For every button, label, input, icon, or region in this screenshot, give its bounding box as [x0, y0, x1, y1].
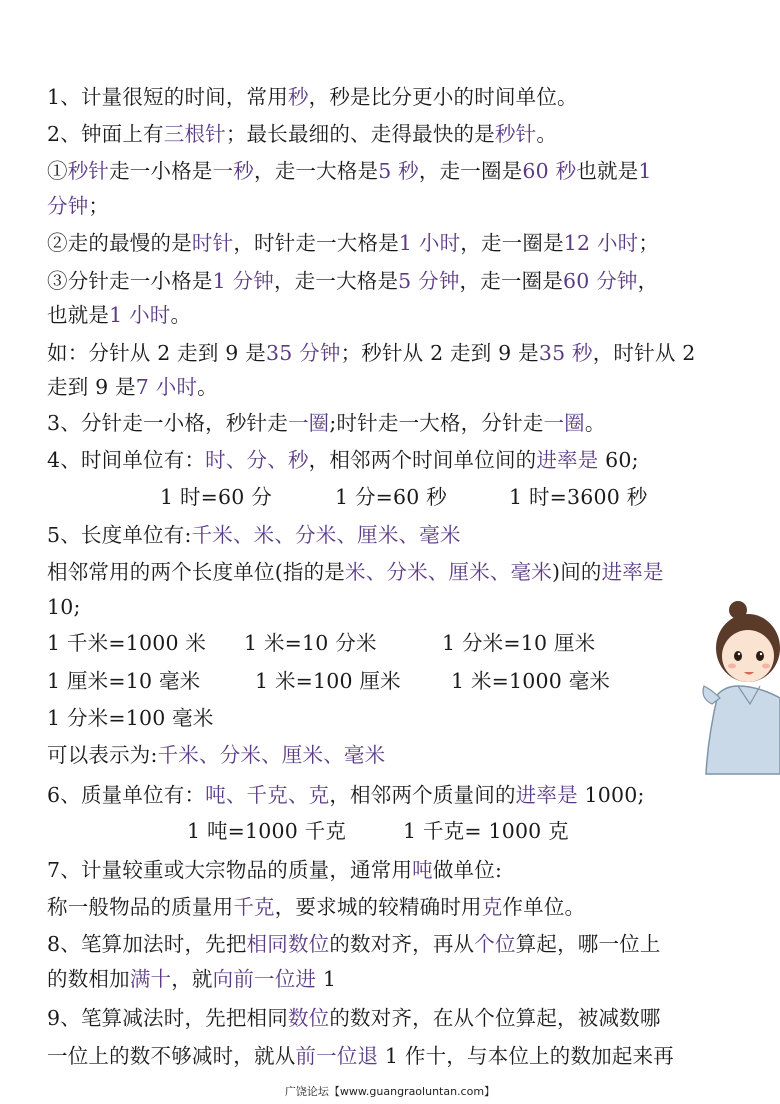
- highlight-text: 前一位退: [295, 1044, 379, 1068]
- body-text: ；秒针从 2 走到 9 是: [340, 341, 539, 365]
- body-text: 1、计量很短的时间，常用: [47, 85, 288, 109]
- line-10: [47, 410, 736, 436]
- body-text: 。: [170, 303, 192, 327]
- line-14: [47, 559, 736, 585]
- body-text: ，: [637, 269, 659, 293]
- body-text: 可以表示为:: [47, 743, 158, 767]
- body-text: ，走一圈是: [418, 159, 523, 183]
- line-2: [47, 121, 736, 147]
- conv-length-1: 1 千米=1000 米: [47, 631, 207, 655]
- line-27: [47, 1043, 736, 1069]
- cartoon-child-illustration: [698, 586, 780, 776]
- body-text: ;时针走一大格，分针走: [329, 411, 544, 435]
- conv-mass-2: 1 千克= 1000 克: [403, 819, 569, 843]
- highlight-text: 5 分钟: [398, 269, 460, 293]
- line-11: [47, 447, 736, 473]
- highlight-text: 千米、米、分米、厘米、毫米: [191, 523, 461, 547]
- conv-length-7: 1 分米=100 毫米: [47, 706, 214, 730]
- highlight-text: 分钟: [47, 194, 89, 218]
- body-text: 8、笔算加法时，先把: [47, 932, 247, 956]
- line-5: [47, 230, 736, 256]
- highlight-text: 一圈: [543, 411, 585, 435]
- body-text: 。: [197, 375, 218, 399]
- conv-length-2: 1 米=10 分米: [244, 631, 377, 655]
- highlight-text: 千米、分米、厘米、毫米: [157, 743, 386, 767]
- body-text: ，时针走一大格是: [233, 231, 399, 255]
- highlight-text: 一秒: [212, 159, 255, 183]
- highlight-text: 60 分钟: [563, 269, 638, 293]
- highlight-text: 米、分米、厘米、毫米: [345, 560, 552, 584]
- highlight-text: 吨: [412, 858, 433, 882]
- body-text: 60;: [598, 448, 639, 472]
- line-15: [47, 594, 736, 620]
- body-text: 3、分针走一小格，秒针走: [47, 411, 288, 435]
- body-text: ，就: [171, 967, 213, 991]
- line-1: [47, 84, 736, 110]
- line-4: [47, 193, 736, 219]
- highlight-text: 相同数位: [246, 932, 330, 956]
- line-3: [47, 158, 736, 184]
- highlight-text: 进率是: [536, 448, 599, 472]
- body-text: 。: [536, 122, 558, 146]
- line-9: [47, 374, 736, 400]
- body-text: ②走的最慢的是: [47, 231, 192, 255]
- line-6: [47, 268, 736, 294]
- highlight-text: 35 分钟: [265, 341, 341, 365]
- body-text: 相邻常用的两个长度单位(指的是: [47, 560, 345, 584]
- highlight-text: 时、分、秒: [205, 448, 309, 472]
- body-text: 4、时间单位有：: [47, 448, 206, 472]
- conv-length-4: 1 厘米=10 毫米: [47, 669, 201, 693]
- highlight-text: 克: [481, 895, 503, 919]
- body-text: 6、质量单位有：: [47, 783, 206, 807]
- highlight-text: 35 秒: [538, 341, 593, 365]
- body-text: 走到 9 是: [47, 375, 136, 399]
- body-text: 作单位。: [502, 895, 586, 919]
- body-text: 10;: [47, 595, 81, 619]
- body-text: ；: [88, 194, 110, 218]
- line-22: [47, 857, 736, 883]
- body-text: 如：分针从 2 走到 9 是: [47, 341, 266, 365]
- body-text: 。: [584, 411, 606, 435]
- line-8: [47, 340, 736, 366]
- line-7: [47, 302, 736, 328]
- body-text: 也就是: [47, 303, 110, 327]
- body-text: 7、计量较重或大宗物品的质量，通常用: [47, 858, 413, 882]
- body-text: ；最长最细的、走得最快的是: [225, 122, 495, 146]
- body-text: )间的: [552, 560, 602, 584]
- body-text: 做单位:: [432, 858, 503, 882]
- body-text: 的数相加: [47, 967, 130, 991]
- line-20: [47, 782, 736, 808]
- body-text: 称一般物品的质量用: [47, 895, 234, 919]
- highlight-text: 吨、千克、克: [205, 783, 330, 807]
- body-text: 9、笔算减法时，先把相同: [47, 1006, 288, 1030]
- conv-time-3: 1 时=3600 秒: [509, 485, 648, 509]
- highlight-text: 秒: [287, 85, 309, 109]
- body-text: 2、钟面上有: [47, 122, 164, 146]
- body-text: ，走一大格是: [273, 269, 399, 293]
- highlight-text: 时针: [191, 231, 234, 255]
- body-text: ，走一大格是: [254, 159, 379, 183]
- body-text: 1: [316, 967, 337, 991]
- line-13: [47, 522, 736, 548]
- body-text: 算起，哪一位上: [515, 932, 661, 956]
- body-text: ；: [638, 231, 660, 255]
- highlight-text: 向前一位进: [212, 967, 317, 991]
- body-text: 的数对齐，在从个位算起，被减数哪: [329, 1006, 661, 1030]
- highlight-text: 秒针: [67, 159, 110, 183]
- body-text: ，相邻两个质量间的: [329, 783, 516, 807]
- highlight-text: 1 小时: [398, 231, 461, 255]
- line-19: [47, 742, 736, 768]
- conv-time-2: 1 分=60 秒: [335, 485, 447, 509]
- line-25: [47, 966, 736, 992]
- conv-length-6: 1 米=1000 毫米: [451, 669, 611, 693]
- body-text: 也就是: [576, 159, 639, 183]
- body-text: ①: [47, 159, 68, 183]
- highlight-text: 5 秒: [378, 159, 419, 183]
- conv-time-1: 1 时=60 分: [160, 485, 272, 509]
- body-text: ，相邻两个时间单位间的: [308, 448, 537, 472]
- conv-length-3: 1 分米=10 厘米: [442, 631, 596, 655]
- highlight-text: 7 小时: [135, 375, 198, 399]
- body-text: ③分针走一小格是: [47, 269, 213, 293]
- body-text: 1 作十，与本位上的数加起来再: [378, 1044, 674, 1068]
- highlight-text: 一圈: [287, 411, 330, 435]
- body-text: 1000;: [577, 783, 645, 807]
- body-text: 一位上的数不够减时，就从: [47, 1044, 296, 1068]
- body-text: ，要求城的较精确时用: [274, 895, 482, 919]
- highlight-text: 1 小时: [109, 303, 171, 327]
- line-24: [47, 931, 736, 957]
- line-26: [47, 1005, 736, 1031]
- highlight-text: 12 小时: [563, 231, 639, 255]
- body-text: ，时针从 2: [592, 341, 696, 365]
- highlight-text: 1 分钟: [212, 269, 274, 293]
- highlight-text: 个位: [474, 932, 516, 956]
- highlight-text: 秒针: [494, 122, 537, 146]
- highlight-text: 三根针: [163, 122, 226, 146]
- highlight-text: 数位: [287, 1006, 330, 1030]
- body-text: ，走一圈是: [460, 231, 564, 255]
- body-text: 5、长度单位有:: [47, 523, 192, 547]
- conv-length-5: 1 米=100 厘米: [255, 669, 401, 693]
- footer-source: 广饶论坛【www.guangraoluntan.com】: [284, 1085, 496, 1098]
- highlight-text: 进率是: [515, 783, 578, 807]
- body-text: ，走一圈是: [459, 269, 564, 293]
- highlight-text: 1: [638, 159, 652, 183]
- line-23: [47, 894, 736, 920]
- body-text: 的数对齐，再从: [329, 932, 475, 956]
- highlight-text: 进率是: [601, 560, 664, 584]
- body-text: ，秒是比分更小的时间单位。: [308, 85, 578, 109]
- highlight-text: 千克: [233, 895, 275, 919]
- highlight-text: 60 秒: [522, 159, 577, 183]
- highlight-text: 满十: [129, 967, 172, 991]
- conv-mass-1: 1 吨=1000 千克: [187, 819, 347, 843]
- body-text: 走一小格是: [109, 159, 213, 183]
